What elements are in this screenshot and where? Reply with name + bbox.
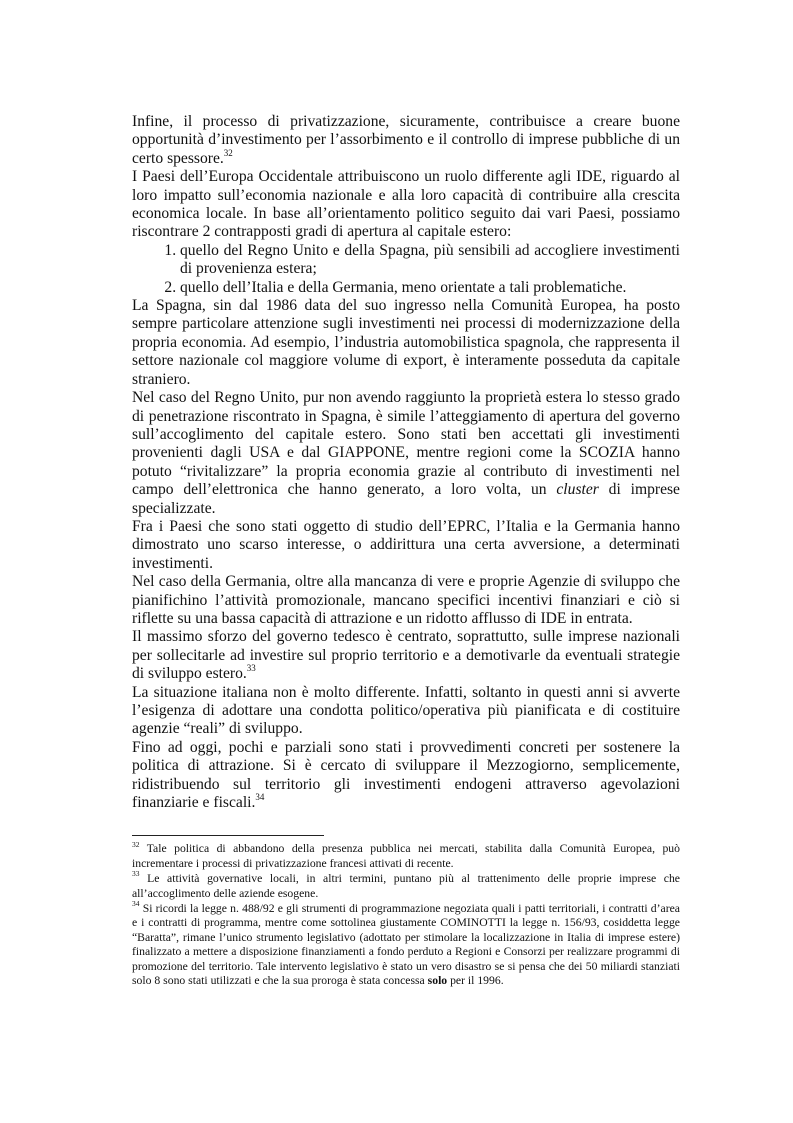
paragraph-text: di imprese specializzate.	[132, 481, 680, 517]
footnote-text: Le attività governative locali, in altri termini, puntano più al trattenimento delle proprie imprese che all’accoglimento delle aziende esogene.	[132, 872, 680, 900]
italic-term: cluster	[556, 481, 599, 499]
paragraph-attraction-policy	[132, 739, 680, 813]
paragraph-privatization	[132, 113, 680, 168]
paragraph-german-government	[132, 628, 680, 683]
footnote-34	[132, 899, 680, 988]
footnote-separator	[132, 835, 324, 836]
footnote-32	[132, 839, 680, 871]
paragraph-uk	[132, 389, 680, 518]
paragraph-spain: La Spagna, sin dal 1986 data del suo ingresso nella Comunità Europea, ha posto sempre particolare attenzione sugli investimenti nei processi di modernizzazione della propria economia. Ad esempio, l’industria automobilistica spagnola, che rappresenta il settore nazionale col maggiore volume di export, è interamente posseduta da capitale straniero.	[132, 297, 680, 388]
openness-list	[132, 242, 680, 297]
footnote-33	[132, 869, 680, 901]
list-item: 2. quello dell’Italia e della Germania, meno orientate a tali problematiche.	[180, 279, 680, 297]
bold-term: solo	[427, 974, 448, 988]
footnote-number: 33	[132, 869, 140, 879]
footnote-number: 32	[132, 839, 140, 849]
list-item: 1. quello del Regno Unito e della Spagna, più sensibili ad accogliere investimenti di provenienza estera;	[180, 242, 680, 279]
document-page	[132, 113, 680, 990]
footnote-ref-34[interactable]: 34	[255, 791, 265, 802]
paragraph-western-europe: I Paesi dell’Europa Occidentale attribuiscono un ruolo differente agli IDE, riguardo al loro impatto sull’economia nazionale e alla loro capacità di contribuire alla crescita economica locale. In base all’orientamento politico seguito dai vari Paesi, possiamo riscontrare 2 contrapposti gradi di apertura al capitale estero:	[132, 168, 680, 241]
paragraph-eprc: Fra i Paesi che sono stati oggetto di studio dell’EPRC, l’Italia e la Germania hanno dimostrato uno scarso interesse, o addirittura una certa avversione, a determinati investimenti.	[132, 517, 680, 572]
footnotes	[132, 839, 680, 988]
footnote-ref-33[interactable]: 33	[246, 663, 256, 673]
footnote-text: Si ricordi la legge n. 488/92 e gli strumenti di programmazione negoziata quali i patti territoriali, i contratti d’area e i contratti di programma, mentre come sottolinea giustamente COMINOTTI la legge n. 156/93, cosiddetta legge “Baratta”, rimane l’unico strumento legislativo (adottato per stimolare la localizzazione in Italia di imprese estere) finalizzato a mettere a disposizione finanziamenti a fondo perduto a Regioni e Consorzi per realizzare programmi di promozione del territorio. Tale intervento legislativo è stato un vero disastro se si pensa che dei 50 miliardi stanziati solo 8 sono stati utilizzati e che la sua proroga è stata concessa	[132, 902, 680, 988]
paragraph-text: Fino ad oggi, pochi e parziali sono stati i provvedimenti concreti per sostenere la politica di attrazione. Si è cercato di sviluppare il Mezzogiorno, semplicemente, ridistribuendo sul territorio gli investimenti endogeni attraverso agevolazioni finanziarie e fiscali.	[132, 738, 680, 812]
footnote-number: 34	[132, 899, 140, 909]
paragraph-italy: La situazione italiana non è molto differente. Infatti, soltanto in questi anni si avverte l’esigenza di adottare una condotta politico/operativa più pianificata e di costituire agenzie “reali” di sviluppo.	[132, 683, 680, 738]
footnote-text: per il 1996.	[447, 974, 504, 988]
paragraph-text: Infine, il processo di privatizzazione, sicuramente, contribuisce a creare buone opportunità d’investimento per l’assorbimento e il controllo di imprese pubbliche di un certo spessore.	[132, 113, 680, 167]
paragraph-germany: Nel caso della Germania, oltre alla mancanza di vere e proprie Agenzie di sviluppo che pianifichino l’attività promozionale, mancano specifici incentivi finanziari e ciò si riflette su una bassa capacità di attrazione e un ridotto afflusso di IDE in entrata.	[132, 573, 680, 627]
paragraph-text: Nel caso del Regno Unito, pur non avendo raggiunto la proprietà estera lo stesso grado di penetrazione riscontrato in Spagna, è simile l’atteggiamento di apertura del governo sull’accoglimento del capitale estero. Sono stati ben accettati gli investimenti provenienti dagli USA e dal GIAPPONE, mentre regioni come la SCOZIA hanno potuto “rivitalizzare” la propria economia grazie al contributo di investimenti nel campo dell’elettronica che hanno generato, a loro volta, un	[132, 389, 680, 499]
paragraph-text: Il massimo sforzo del governo tedesco è centrato, soprattutto, sulle imprese nazionali per sollecitarle ad investire sul proprio territorio e a demotivarle da eventuali strategie di sviluppo estero.	[132, 628, 680, 683]
footnote-ref-32[interactable]: 32	[223, 147, 233, 158]
footnote-text: Tale politica di abbandono della presenza pubblica nei mercati, stabilita dalla Comunità Europea, può incrementare i processi di privatizzazione francesi attivati di recente.	[132, 842, 680, 870]
body-text	[132, 113, 680, 812]
